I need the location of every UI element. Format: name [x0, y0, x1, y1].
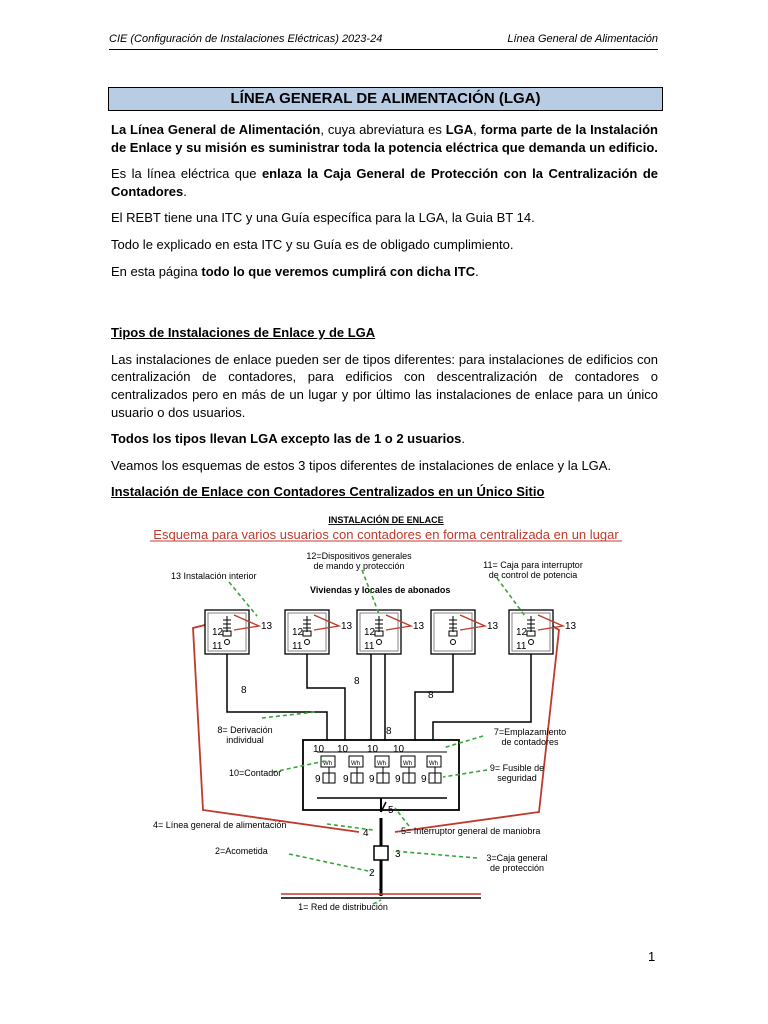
- meter: [375, 756, 389, 767]
- text: .: [654, 139, 658, 155]
- label-13: 13: [487, 621, 499, 632]
- definition-bold: enlaza la Caja General de Protección con la Centralización de Contadores: [111, 166, 658, 199]
- meter: [427, 756, 441, 767]
- label-11: 11: [212, 641, 223, 652]
- label-12: 12: [292, 627, 304, 638]
- label-3: 3: [395, 849, 401, 860]
- meter: [401, 756, 415, 767]
- all-types-bold: Todos los tipos llevan LGA excepto las de 1 o 2 usuarios: [111, 431, 462, 447]
- fuse: [351, 773, 363, 783]
- label-9: 9: [315, 774, 321, 785]
- apartment-box: [431, 610, 475, 654]
- header-right: Línea General de Alimentación: [507, 33, 658, 45]
- label-8: 8: [354, 676, 360, 687]
- document-title: LÍNEA GENERAL DE ALIMENTACIÓN (LGA): [108, 87, 663, 111]
- page-number: 1: [648, 949, 656, 964]
- callout-9-a: 9= Fusible de: [489, 763, 545, 773]
- callout-3-b: de protección: [489, 863, 545, 873]
- label-5: 5: [388, 805, 394, 816]
- label-10: 10: [367, 744, 379, 755]
- viviendas-label: Viviendas y locales de abonados: [310, 585, 451, 595]
- label-10: 10: [393, 744, 405, 755]
- callout-9-b: seguridad: [497, 773, 537, 783]
- diagram-svg: [147, 512, 625, 914]
- label-9: 9: [369, 774, 375, 785]
- paragraph-compliance: [111, 263, 658, 281]
- callout-11-b: de control de potencia: [488, 570, 578, 580]
- fuse: [323, 773, 335, 783]
- label-8: 8: [241, 685, 247, 696]
- label-11: 11: [364, 641, 375, 652]
- text: Wh: [323, 761, 332, 767]
- paragraph-definition: [111, 165, 658, 200]
- fuse: [403, 773, 415, 783]
- label-13: 13: [413, 621, 425, 632]
- text: Wh: [429, 761, 438, 767]
- header-rule: [109, 49, 658, 50]
- text: .: [461, 431, 465, 447]
- callout-3-a: 3=Caja general: [486, 853, 548, 863]
- label-11: 11: [292, 641, 303, 652]
- fuse: [429, 773, 441, 783]
- text: Wh: [377, 761, 386, 767]
- label-2: 2: [369, 868, 375, 879]
- label-13: 13: [565, 621, 577, 632]
- text: ,: [473, 122, 481, 137]
- label-11: 11: [516, 641, 527, 652]
- callout-8-a: 8= Derivación: [217, 725, 273, 735]
- label-8: 8: [386, 726, 392, 737]
- paragraph-types: Las instalaciones de enlace pueden ser de tipos diferentes: para instalaciones de edificios con centralización de contadores, para edificios con descentralización de contadores o centralizados pero en más de un lugar y por último las instalaciones de enlace para un único usuario o dos usuarios.: [111, 351, 658, 420]
- callout-1: 1= Red de distribución: [298, 902, 388, 912]
- text: Es la línea eléctrica que: [111, 166, 262, 182]
- diagram-subheading: Esquema para varios usuarios con contadores en forma centralizada en un lugar: [153, 527, 619, 542]
- installation-diagram: [147, 512, 625, 914]
- section-heading-centralized: Instalación de Enlace con Contadores Centralizados en un Único Sitio: [111, 484, 545, 500]
- term-lga: LGA: [445, 122, 474, 137]
- callout-12-a: 12=Dispositivos generales: [306, 551, 412, 561]
- paragraph-rebt: El REBT tiene una ITC y una Guía específica para la LGA, la Guia BT 14.: [111, 210, 535, 226]
- paragraph-obligation: Todo le explicado en esta ITC y su Guía es de obligado cumplimiento.: [111, 236, 514, 252]
- callout-7-a: 7=Emplazamiento: [493, 727, 567, 737]
- cgp-box: [374, 846, 388, 860]
- paragraph-schemes: Veamos los esquemas de estos 3 tipos diferentes de instalaciones de enlace y la LGA.: [111, 457, 612, 473]
- callout-5: 5= Interruptor general de maniobra: [401, 826, 541, 836]
- callout-13: 13 Instalación interior: [171, 571, 257, 581]
- label-12: 12: [516, 627, 528, 638]
- label-13: 13: [341, 621, 353, 632]
- intro-bold: forma parte de la Instalación de Enlace y su misión es suministrar toda la potencia eléctrica que demanda un edificio: [111, 122, 658, 155]
- callout-2: 2=Acometida: [215, 846, 268, 856]
- paragraph-all-types: [111, 430, 658, 448]
- compliance-bold: todo lo que veremos cumplirá con dicha ITC: [201, 263, 476, 279]
- fuse: [377, 773, 389, 783]
- text: Wh: [403, 761, 412, 767]
- label-9: 9: [343, 774, 349, 785]
- label-13: 13: [261, 621, 273, 632]
- diagram-heading: INSTALACIÓN DE ENLACE: [328, 515, 444, 525]
- header-left: CIE (Configuración de Instalaciones Eléctricas) 2023-24: [109, 33, 383, 45]
- meter: [349, 756, 363, 767]
- text: .: [475, 263, 479, 279]
- label-10: 10: [313, 744, 325, 755]
- callout-8-b: individual: [226, 735, 264, 745]
- callout-7-b: de contadores: [501, 737, 559, 747]
- callout-11-a: 11= Caja para interruptor: [483, 560, 583, 570]
- callout-12-b: de mando y protección: [313, 561, 405, 571]
- term-lga-full: La Línea General de Alimentación: [111, 122, 321, 137]
- label-4: 4: [363, 828, 369, 839]
- page-header: [109, 33, 658, 49]
- document-body: [111, 121, 658, 510]
- text: Wh: [351, 761, 360, 767]
- section-heading-types: Tipos de Instalaciones de Enlace y de LGA: [111, 325, 376, 341]
- label-9: 9: [421, 774, 427, 785]
- label-1: 1: [378, 887, 384, 898]
- text: .: [183, 183, 187, 199]
- callout-10: 10=Contador: [229, 768, 282, 778]
- label-8: 8: [428, 690, 434, 701]
- label-12: 12: [212, 627, 224, 638]
- paragraph-intro: [111, 121, 658, 156]
- label-10: 10: [337, 744, 349, 755]
- label-12: 12: [364, 627, 376, 638]
- callout-4: 4= Línea general de alimentación: [153, 820, 287, 830]
- label-9: 9: [395, 774, 401, 785]
- text: En esta página: [111, 263, 202, 279]
- text: , cuya abreviatura es: [320, 122, 446, 137]
